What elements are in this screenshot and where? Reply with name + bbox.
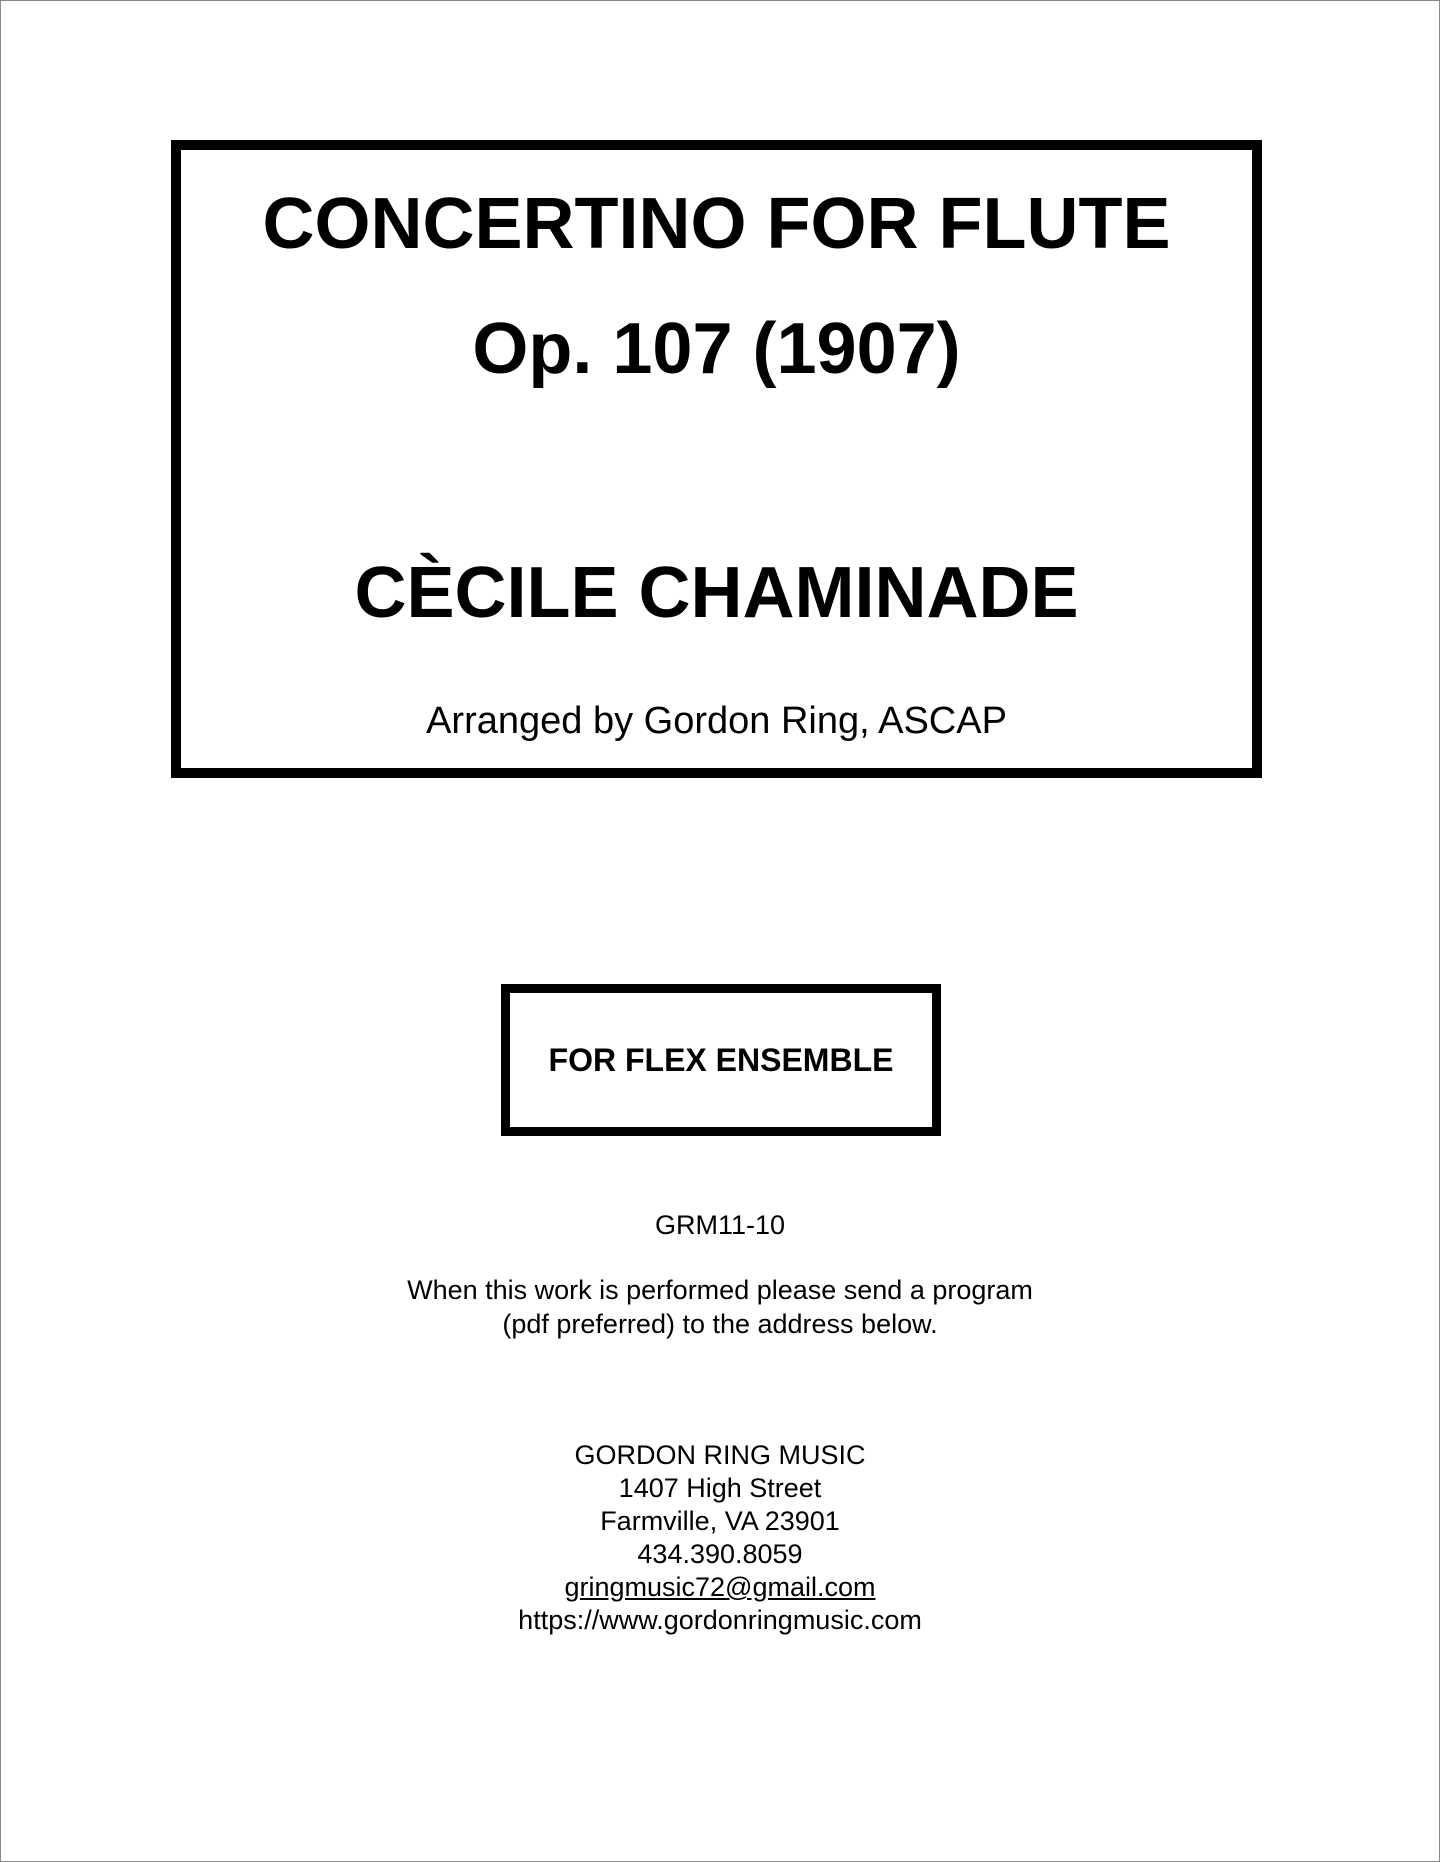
arranger-credit: Arranged by Gordon Ring, ASCAP (426, 700, 1007, 742)
catalog-code: GRM11-10 (654, 1210, 786, 1240)
performance-note-line-1: When this work is performed please send a program (407, 1275, 1033, 1305)
publisher-website: https://www.gordonringmusic.com (518, 1605, 922, 1635)
publisher-email-link[interactable]: gringmusic72@gmail.com (564, 1572, 876, 1602)
publisher-phone: 434.390.8059 (637, 1539, 803, 1569)
publisher-city: Farmville, VA 23901 (600, 1506, 840, 1536)
opus-number: Op. 107 (1907) (472, 309, 961, 389)
ensemble-box (501, 984, 941, 1136)
performance-note-line-2: (pdf preferred) to the address below. (502, 1309, 938, 1339)
composer-name: CÈCILE CHAMINADE (354, 553, 1079, 633)
publisher-email-row (1, 1570, 1439, 1604)
work-title: CONCERTINO FOR FLUTE (262, 184, 1171, 264)
ensemble-label: FOR FLEX ENSEMBLE (548, 1041, 894, 1078)
publisher-name: GORDON RING MUSIC (574, 1440, 866, 1470)
title-box (171, 140, 1262, 778)
publisher-street: 1407 High Street (618, 1473, 822, 1503)
